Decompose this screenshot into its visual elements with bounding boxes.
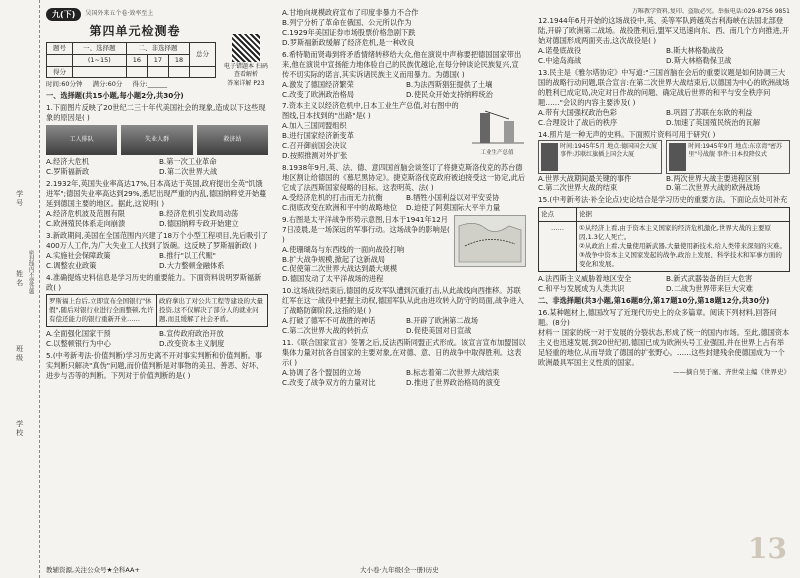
photo: 救济站 bbox=[197, 125, 268, 155]
column-1 bbox=[46, 8, 268, 568]
bar bbox=[504, 121, 514, 143]
side-label-class: 班级 bbox=[15, 345, 24, 363]
question-4: 4.准确提炼史料信息是学习历史的重要能力。下面资料说明罗斯福新政( ) 罗斯福上台后,立即宣布全国银行"休假",随后对银行业进行全面整顿,允许有偿还能力的银行重新开业…… 政府拿出了对公共工程等建设的大量投资,这不仅解决了部分人的就业问题,而且缓解了社会矛盾。 A.全面强化国家干预 B.宣传政府政治开放 C.以整顿银行为中心 D.改变资本主义制度 bbox=[46, 273, 268, 350]
photo bbox=[541, 143, 558, 171]
footer-center: 大小卷·九年级(全一册)历史 bbox=[360, 566, 439, 575]
question-14: 14.照片是一种无声的史料。下面照片资料可用于研究( ) 时间:1945年5月 地点:德国国会大厦 事件:苏联红旗插上国会大厦 时间:1945年9月 地点:东京湾"密苏里"号战舰 事件:日本投降仪式 A.世界大战期间最关键的事件 B.两次世界大战主要进程区别 C.第二次世界大战的结束 D.第二次世界大战的欧洲战场 bbox=[538, 130, 790, 194]
map-svg bbox=[455, 216, 525, 266]
score-table: 题号 一、选择题 二、非选择题 总分 (1~15) 16 17 18 得分 bbox=[46, 42, 216, 79]
question-5: 5.(中考新考法·价值判断)学习历史离不开对事实判断和价值判断。事实判断只解决"真伪"问题,而价值判断是对事物的美丑、善恶、好坏、进步与否等的判断。下列对于价值判断的是( ) bbox=[46, 351, 264, 381]
industrial-output-chart bbox=[468, 101, 526, 155]
question-15: 15.(中考新考法·补全论点)史论结合是学习历史的重要方法。下面论点处可补充 论点 论据 …… ①从经济上看,由于资本主义国家的经济危机激化,世界大战的主要原因,1.3亿人死亡。 ②从政治上看,大量使用新武器,大量使用新技术,给人类带来深刻的灾难。 ③战争中资本主义国家发起的战争,政治上发展、科学技术和军事方面的变化和发展。 A.法西斯主义威胁着地区安全 B.新式武器装备的巨大危害 C.和平与发展成为人类共识 D.二战为世界带来巨大灾难 bbox=[538, 195, 790, 294]
answer-page: 答案详解 P23 bbox=[227, 79, 265, 87]
column-2 bbox=[282, 8, 526, 556]
question-12: 12.1944年6月开始的这场战役中,英、美等军队跨越英吉利海峡在法国北部登陆,开辟了欧洲第二战场。战役胜利后,盟军又迅速向东、西、南几个方向推进,开始对德国形成两面夹击,这次战役是( ) A.诺曼底战役 B.斯大林格勒战役 C.中途岛海战 D.斯大林格勒保卫战 bbox=[538, 16, 790, 66]
photo: 失业人群 bbox=[121, 125, 192, 155]
question-11: 11.《联合国家宣言》签署之后,反法西斯同盟正式形成。该宣言宣布加盟国以集体力量对抗各自国家的主要对象,在对德、意、日的战争中取得胜利。这表示( ) A.协调了各个盟国的立场 B.标志着第二次世界大战结束 C.改变了战争双方的力量对比 D.推进了世界政治格局的演变 bbox=[282, 338, 526, 387]
section-1-heading: 一、选择题(共15小题,每小题2分,共30分) bbox=[46, 91, 184, 101]
side-label-name: 姓名 bbox=[15, 270, 24, 288]
exam-title: 第四单元检测卷 bbox=[89, 24, 181, 39]
question-8: 8.1938年9月,英、法、德、意四国首脑会谈签订了将捷克斯洛伐克的苏台德地区割让给德国的《慕尼黑协定》。捷克斯洛伐克政府被迫接受这一协定,此后它成了法西斯国家侵略的目标。这表明英、法( ) A.受经济危机的打击而无力抗衡 B.牺牲小国利益以对平安妥协 C.彻底改变在欧洲和平中的战略地位 D.迫使了阿莫国际大平半力量 bbox=[282, 163, 526, 212]
chart-title: 工业生产总值 bbox=[480, 150, 514, 157]
question-7: 7.资本主义以经济危机中,日本工业生产总值,对右图中的图线,日本找到的"出路"是( ) A.加入三国同盟组织 B.进行国家经济新变革 C.召开御前国会决议 D.按照推测对外扩张 工业生产总值 bbox=[282, 101, 526, 161]
side-label-student-id: 学号 bbox=[15, 190, 24, 208]
header-note: 吴国外来五个卷·效率至上 bbox=[85, 10, 154, 18]
qr-code-icon bbox=[232, 34, 260, 62]
question-10: 10.这场战役结束后,德国的反攻军队遭到沉重打击,从此战线向西推移。苏联红军在这一战役中把握主动权,德国军队从此由进攻转入防守的局面,战争进入了战略防御阶段,这指的是( ) A.打破了德军不可战胜的神话 B.开辟了欧洲第二战场 C.第二次世界大战的转折点 D.促使美国对日宣战 bbox=[282, 286, 524, 336]
column-3 bbox=[538, 8, 790, 560]
question-2: 2.1932年,英国失业率高达17%,日本高达于英国,政府提出全英"饥饿进军";德国失业率高达到29%,悉尼出现严重的内乱,德国纳粹党开始蔓延到德国主要的地区。据此,这说明( ) A.经济危机波及范围有限 B.经济危机引发政局动荡 C.欧洲殖民体系走向崩溃 D.德国纳粹专政开始建立 bbox=[46, 179, 267, 228]
question-5-options: A.甘地向规模政府宣布了印度非暴力不合作 B.列宁分析了革命在俄国、公元所以作为 C.1929年美国证券市场股票价格急剧下跌 D.罗斯福新政缓解了经济危机,是一种改良 bbox=[282, 8, 419, 47]
section-2-heading: 二、非选择题(共3小题,第16题8分,第17题10分,第18题12分,共30分) bbox=[538, 296, 770, 306]
question-6: 6.希特勒而贤毒到将矛盾情绪转移给大众,他在演说中声称要把德国国家带出来,他在演说中宣扬能力地体验自己的民族优越论,在每分钟谈论民族复兴,宣传不切实际的诺言,其实诉诸民族主义而用暴力。为德国( ) A.激发了德国经济繁荣 B.为法西斯猖狂提供了土壤 C.改变了欧洲政治格局 D.使民众开始支持纳粹统治 bbox=[282, 49, 522, 99]
q1-photos bbox=[46, 125, 268, 155]
qr-block bbox=[224, 34, 268, 88]
q14-photos bbox=[538, 140, 790, 174]
side-label-school: 学校 bbox=[15, 420, 24, 438]
question-1: 1.下面图片反映了20世纪二三十年代美国社会的现象,造成以下这些现象的原因是( ) 工人排队 失业人群 救济站 A.经济大危机 B.第一次工业革命 C.罗斯福新政 D.第二次世界大战 bbox=[46, 103, 268, 177]
binding-margin bbox=[0, 0, 40, 578]
photo-card: 时间:1945年5月 地点:德国国会大厦 事件:苏联红旗插上国会大厦 bbox=[538, 140, 662, 174]
bar bbox=[480, 113, 490, 143]
pacific-war-map bbox=[454, 215, 526, 267]
page-logo: 13 bbox=[748, 532, 787, 565]
exam-meta: 时间:60分钟 满分:60分 得分:______ bbox=[46, 80, 168, 89]
footer-left: 教辅资源,关注公众号★全科AA+ bbox=[46, 566, 140, 575]
photo-card: 时间:1945年9月 地点:东京湾"密苏里"号战舰 事件:日本投降仪式 bbox=[666, 140, 790, 174]
binding-note: 密封线内不要答题 bbox=[27, 250, 34, 294]
question-13: 13.民主是《雅尔塔协定》中写道:"三国首脑在会后的重要议题是如何协调三大国的战略行动问题,联合宣言:在第二次世界大战结束后,以德国为中心的欧洲战场的胜利已成定局,决定对日作战的问题、确定战后世界的和平与安全秩序问题……"会议的内容主要涉及( ) A.带有大国强权政治色彩 B.巩固了苏联在东欧的利益 C.合理设计了战后的秩序 D.加速了英国殖民统治的瓦解 bbox=[538, 67, 790, 127]
chart-svg bbox=[468, 101, 526, 147]
question-16: 16.某种题材上,德国改写了近现代历史上的众多篇章。阅读下列材料,回答问题。(8分) 材料一 国家的统一对于发展的分裂状态,形成了统一的国内市场。至此,德国资本主义也迅速发展,到20世纪初,德国已成为欧洲头号工业强国,并在世界上占有举足轻重的地位,从而导致了德国的扩张野心。……这些封建残余使德国成为一个欧洲最具军国主义性质的国家。 ——摘自吴于廑、齐世荣主编《世界史》 bbox=[538, 307, 790, 376]
photo: 工人排队 bbox=[46, 125, 117, 155]
exam-header bbox=[46, 8, 268, 21]
q4-material-table: 罗斯福上台后,立即宣布全国银行"休假",随后对银行业进行全面整顿,允许有偿还能力的银行重新开业…… 政府拿出了对公共工程等建设的大量投资,这不仅解决了部分人的就业问题,而且缓解了社会矛盾。 bbox=[46, 294, 268, 327]
copyright-note: 万唯教学资料,复印、盗版必究。举报电话:029-8756 9851 bbox=[632, 8, 790, 15]
question-9: 9.右图是太平洋战争形势示意图,日本于1941年12月7日凌晨,是一场深远的军事行动。这场战争的影响是( ) A.使珊瑚岛与东西线的一面向战役打响 B.扩大战争规模,掀起了这新战局 C.促使第二次世界大战达到最大规模 D.德国发动了太平洋战场的进程 bbox=[282, 215, 526, 285]
photo bbox=[669, 143, 686, 171]
grade-badge: 九(下) bbox=[46, 8, 81, 21]
argument-table: 论点 论据 …… ①从经济上看,由于资本主义国家的经济危机激化,世界大战的主要原因,1.3亿人死亡。 ②从政治上看,大量使用新武器,大量使用新技术,给人类带来深刻的灾难。 ③战争中资本主义国家发起的战争,政治上发展、科学技术和军事方面的变化和发展。 bbox=[538, 207, 790, 272]
question-3: 3.新政期间,美国在全国范围内兴建了18万个小型工程项目,先后吸引了400万人工作,为广大失业工人找到了饭碗。这反映了罗斯福新政( ) A.实施社会保障政策 B.推行"以工代赈" C.调整农业政策 D.大力整顿金融体系 bbox=[46, 230, 268, 270]
qr-note: 电子错题本 扫码查看解析 bbox=[224, 63, 268, 79]
